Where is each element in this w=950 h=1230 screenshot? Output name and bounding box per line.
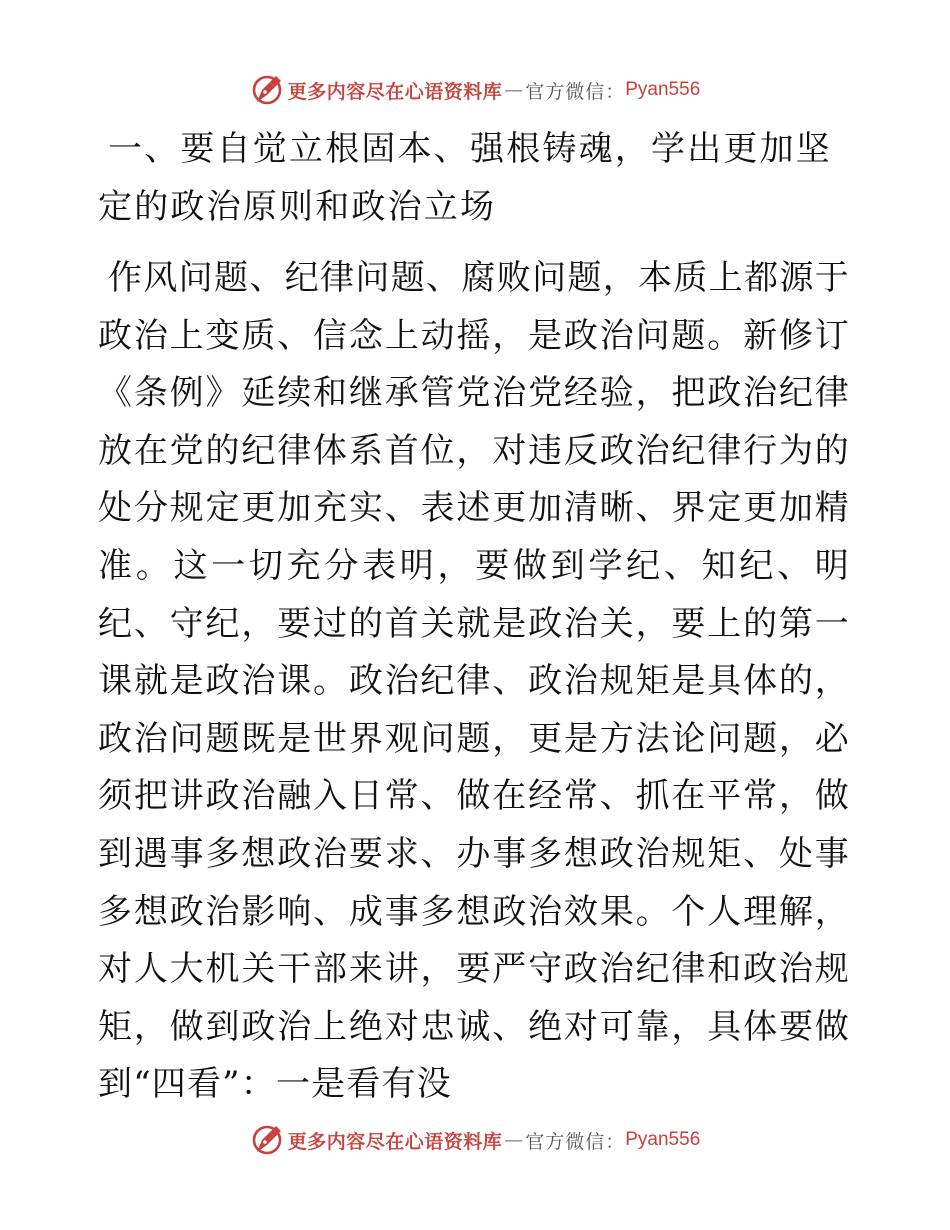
- banner-contact-id: Pyan556: [625, 79, 701, 100]
- banner-separator: —: [504, 79, 524, 101]
- banner-contact-label: 官方微信：: [525, 80, 626, 103]
- banner-contact-id: Pyan556: [625, 1129, 701, 1150]
- banner-main-text: 更多内容尽在心语资料库: [287, 80, 503, 103]
- pen-nib-circle-icon: [250, 73, 284, 107]
- section-heading: 一、要自觉立根固本、强根铸魂，学出更加坚定的政治原则和政治立场: [98, 129, 832, 227]
- banner-main-text: 更多内容尽在心语资料库: [287, 1130, 503, 1153]
- banner-separator: —: [504, 1129, 524, 1151]
- body-paragraph: 作风问题、纪律问题、腐败问题，本质上都源于政治上变质、信念上动摇，是政治问题。新修订《条例》延续和继承管党治党经验，把政治纪律放在党的纪律体系首位，对违反政治纪律行为的处分规定更加充实、表述更加清晰、界定更加精准。这一切充分表明，要做到学纪、知纪、明纪、守纪，要过的首关就是政治关，要上的第一课就是政治课。政治纪律、政治规矩是具体的，政治问题既是世界观问题，更是方法论问题，必须把讲政治融入日常、做在经常、抓在平常，做到遇事多想政治要求、办事多想政治规矩、处事多想政治影响、成事多想政治效果。个人理解，对人大机关干部来讲，要严守政治纪律和政治规矩，做到政治上绝对忠诚、绝对可靠，具体要做到“四看”：一是看有没: [98, 258, 850, 1105]
- header-watermark-banner: [0, 68, 950, 112]
- pen-nib-circle-icon: [250, 1123, 284, 1157]
- banner-contact-label: 官方微信：: [525, 1130, 626, 1153]
- footer-watermark-banner: [0, 1118, 950, 1162]
